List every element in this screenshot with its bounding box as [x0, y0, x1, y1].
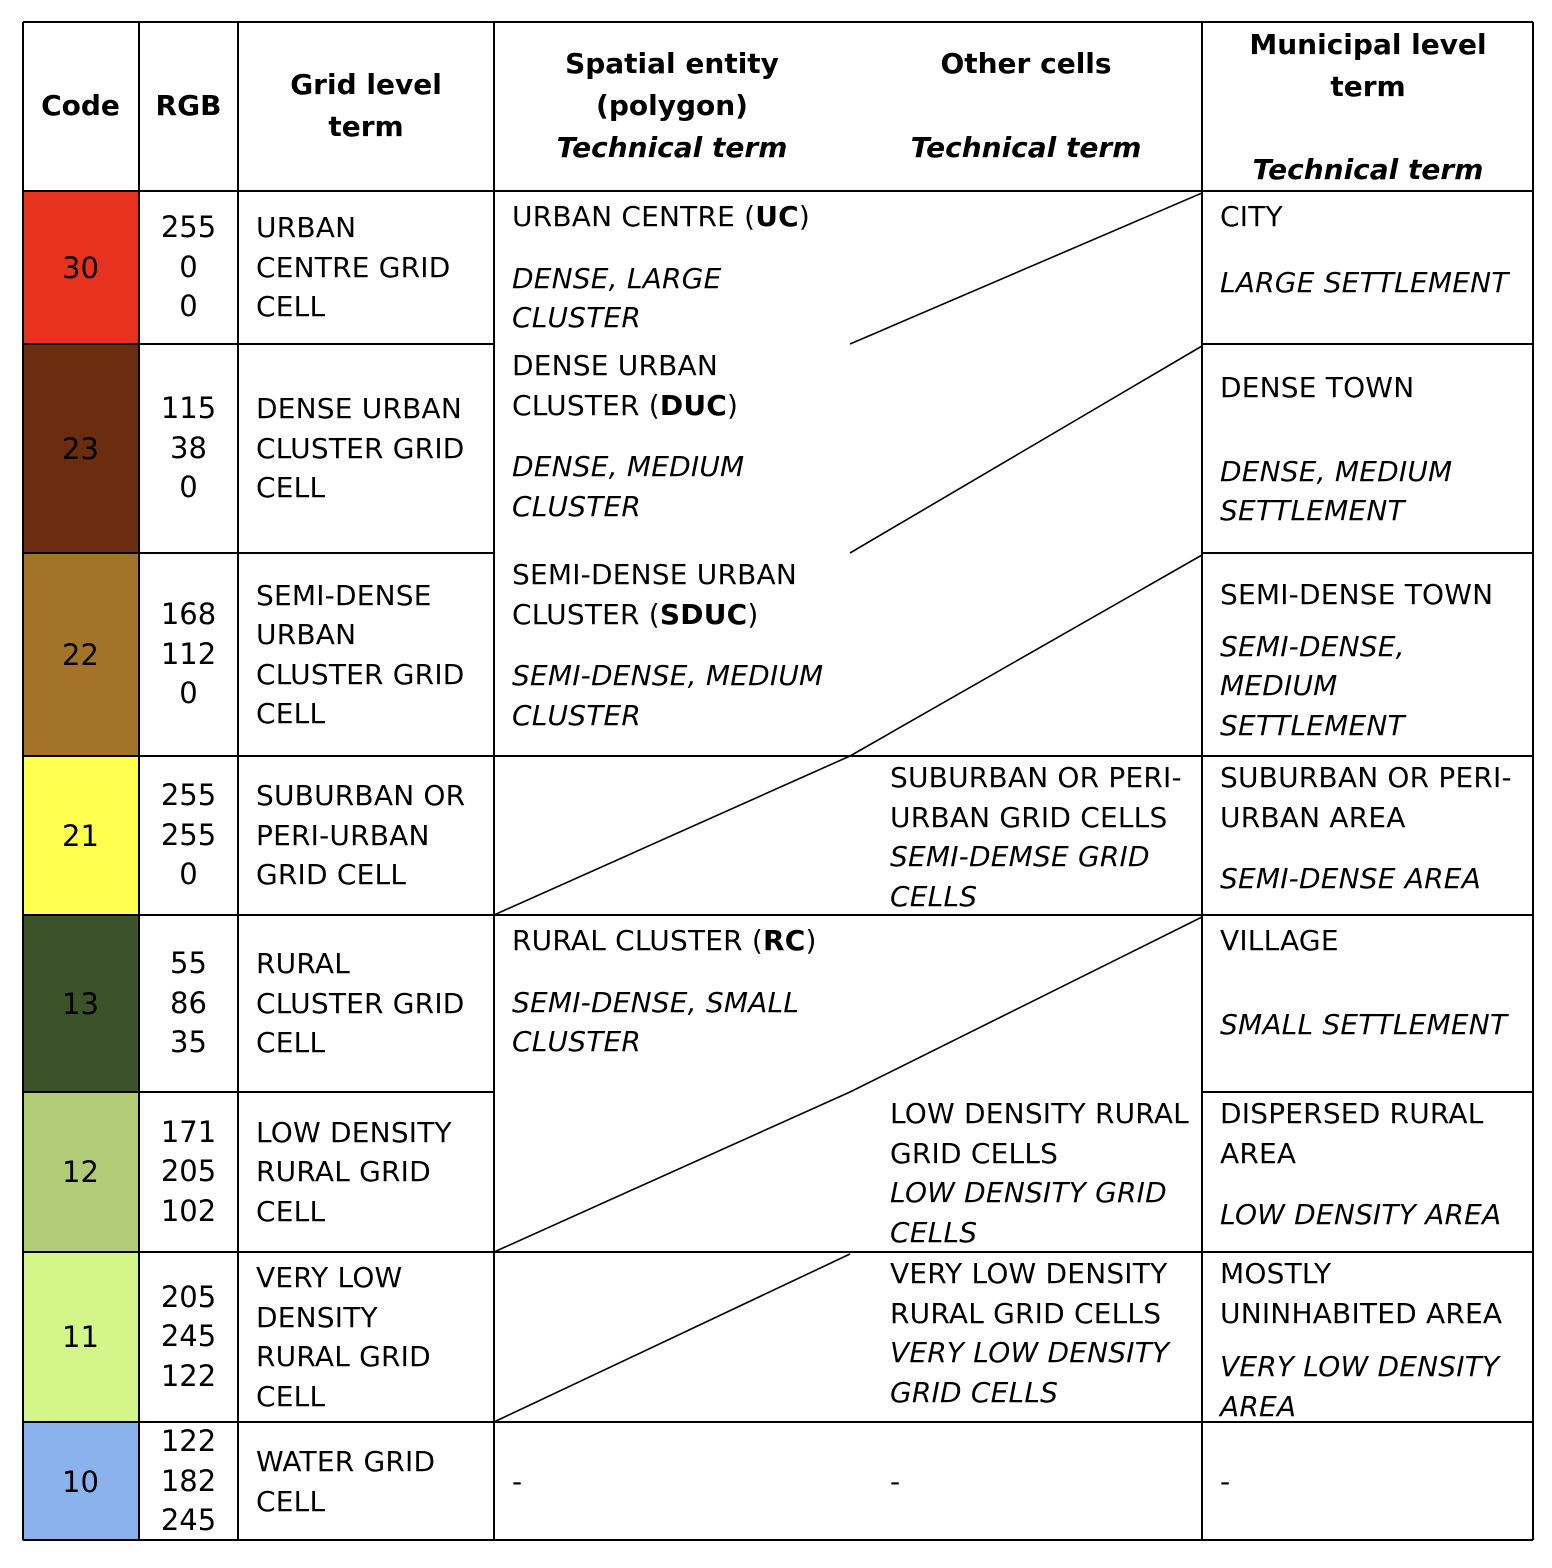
- rgb-value: 0: [179, 857, 198, 892]
- grid-term: SUBURBAN OR PERI-URBAN GRID CELL: [256, 779, 466, 892]
- municipal-technical-text: SEMI-DENSE AREA: [1220, 862, 1482, 895]
- rgb-value: 245: [160, 1319, 217, 1354]
- spatial-term-text: URBAN CENTRE (: [512, 200, 756, 233]
- rgb-value: 182: [160, 1463, 217, 1498]
- other-term-text: SUBURBAN OR PERI-URBAN GRID CELLS: [890, 761, 1182, 834]
- grid-term: SEMI-DENSE URBAN CLUSTER GRID CELL: [256, 578, 465, 730]
- spatial-term-suffix: ): [805, 924, 817, 957]
- header-municipal-line2: term: [1330, 70, 1406, 103]
- header-spatial-line2: (polygon): [596, 89, 748, 122]
- other-term-text: LOW DENSITY RURAL GRID CELLS: [890, 1097, 1189, 1170]
- spatial-abbr: DUC: [659, 388, 728, 422]
- spatial-term-text: DENSE URBAN CLUSTER (: [512, 349, 719, 422]
- header-grid-level-line2: term: [328, 110, 404, 143]
- rgb-value: 86: [170, 985, 207, 1020]
- table-grid-lines: [22, 21, 1534, 1541]
- grid-term: DENSE URBAN CLUSTER GRID CELL: [256, 392, 465, 505]
- rgb-value: 112: [160, 636, 217, 671]
- rgb-value: 171: [160, 1114, 217, 1149]
- spatial-term-suffix: ): [798, 200, 811, 233]
- spatial-technical-text: DENSE, LARGE CLUSTER: [512, 261, 722, 334]
- header-municipal-line1: Municipal level: [1249, 28, 1487, 61]
- other-technical-text: LOW DENSITY GRID CELLS: [890, 1176, 1167, 1249]
- code-value: 13: [62, 986, 99, 1021]
- other-term-text: -: [890, 1465, 901, 1498]
- rgb-value: 102: [160, 1193, 217, 1228]
- code-value: 11: [62, 1320, 99, 1354]
- municipal-term-text: SUBURBAN OR PERI-URBAN AREA: [1220, 761, 1512, 834]
- other-term-text: VERY LOW DENSITY RURAL GRID CELLS: [890, 1257, 1168, 1330]
- diagonal-divider: [850, 917, 1202, 1092]
- spatial-technical-text: SEMI-DENSE, SMALL CLUSTER: [512, 985, 800, 1058]
- municipal-term-text: DISPERSED RURAL AREA: [1220, 1097, 1484, 1170]
- municipal-technical-text: SEMI-DENSE, MEDIUM SETTLEMENT: [1220, 629, 1405, 742]
- header-other-technical: Technical term: [910, 131, 1142, 164]
- rgb-value: 205: [160, 1279, 217, 1314]
- other-technical-text: VERY LOW DENSITY GRID CELLS: [890, 1336, 1170, 1409]
- municipal-technical-text: LARGE SETTLEMENT: [1220, 265, 1509, 299]
- grid-term: VERY LOW DENSITY RURAL GRID CELL: [256, 1261, 431, 1413]
- rgb-value: 205: [160, 1154, 217, 1189]
- diagonal-divider: [494, 1254, 850, 1422]
- diagonal-divider: [494, 756, 850, 915]
- municipal-technical-text: SMALL SETTLEMENT: [1220, 1007, 1508, 1041]
- municipal-term-text: CITY: [1220, 200, 1283, 233]
- rgb-value: 122: [160, 1424, 217, 1459]
- rgb-value: 255: [160, 210, 217, 245]
- code-value: 23: [62, 431, 99, 466]
- grid-term: LOW DENSITY RURAL GRID CELL: [256, 1115, 452, 1228]
- header-other-label: Other cells: [940, 47, 1112, 80]
- spatial-abbr: SDUC: [659, 597, 748, 631]
- header-rgb-label: RGB: [155, 89, 222, 122]
- diagonal-divider: [850, 346, 1202, 553]
- spatial-term-suffix: ): [727, 388, 739, 422]
- other-technical-text: SEMI-DEMSE GRID CELLS: [890, 840, 1150, 913]
- municipal-term-text: DENSE TOWN: [1220, 371, 1415, 404]
- rgb-value: 115: [160, 391, 217, 426]
- spatial-abbr: RC: [763, 924, 806, 957]
- code-value: 10: [62, 1464, 99, 1499]
- header-code-label: Code: [41, 89, 120, 122]
- header-municipal-technical: Technical term: [1252, 153, 1484, 186]
- header-spatial-line1: Spatial entity: [565, 47, 779, 80]
- municipal-technical-text: LOW DENSITY AREA: [1220, 1198, 1502, 1231]
- spatial-technical-text: SEMI-DENSE, MEDIUM CLUSTER: [512, 659, 824, 732]
- code-value: 12: [62, 1155, 99, 1189]
- grid-term: URBAN CENTRE GRID CELL: [256, 211, 451, 324]
- spatial-term-text: SEMI-DENSE URBAN CLUSTER (: [512, 558, 798, 631]
- grid-term: WATER GRID CELL: [256, 1445, 436, 1518]
- rgb-value: 55: [170, 946, 207, 981]
- spatial-term-suffix: ): [747, 597, 759, 631]
- spatial-abbr: UC: [755, 200, 799, 233]
- rgb-value: 38: [170, 430, 207, 465]
- rgb-value: 168: [160, 597, 217, 632]
- rgb-value: 35: [170, 1025, 207, 1060]
- rgb-value: 0: [179, 249, 198, 284]
- rgb-value: 0: [179, 289, 198, 324]
- spatial-technical-text: DENSE, MEDIUM CLUSTER: [512, 450, 745, 523]
- diagonal-divider: [850, 193, 1202, 344]
- header-spatial-technical: Technical term: [556, 131, 788, 164]
- typology-table: [22, 21, 1534, 1541]
- municipal-term-text: VILLAGE: [1220, 924, 1339, 957]
- header-grid-level-line1: Grid level: [290, 68, 442, 101]
- rgb-value: 122: [160, 1358, 217, 1393]
- municipal-term-text: SEMI-DENSE TOWN: [1220, 578, 1494, 611]
- rgb-value: 255: [160, 778, 217, 813]
- grid-term: RURAL CLUSTER GRID CELL: [256, 947, 465, 1060]
- spatial-term-text: -: [512, 1465, 523, 1498]
- code-value: 22: [62, 637, 99, 672]
- municipal-term-text: -: [1220, 1465, 1231, 1498]
- diagonal-divider: [494, 1092, 850, 1252]
- rgb-value: 0: [179, 676, 198, 711]
- rgb-value: 255: [160, 817, 217, 852]
- spatial-term-text: RURAL CLUSTER (: [512, 924, 764, 957]
- code-value: 30: [62, 250, 99, 285]
- diagonal-divider: [850, 555, 1202, 756]
- rgb-value: 0: [179, 470, 198, 505]
- municipal-technical-text: VERY LOW DENSITY AREA: [1220, 1350, 1500, 1423]
- municipal-term-text: MOSTLY UNINHABITED AREA: [1220, 1257, 1503, 1330]
- municipal-technical-text: DENSE, MEDIUM SETTLEMENT: [1220, 454, 1453, 527]
- code-value: 21: [62, 818, 99, 853]
- rgb-value: 245: [160, 1503, 217, 1538]
